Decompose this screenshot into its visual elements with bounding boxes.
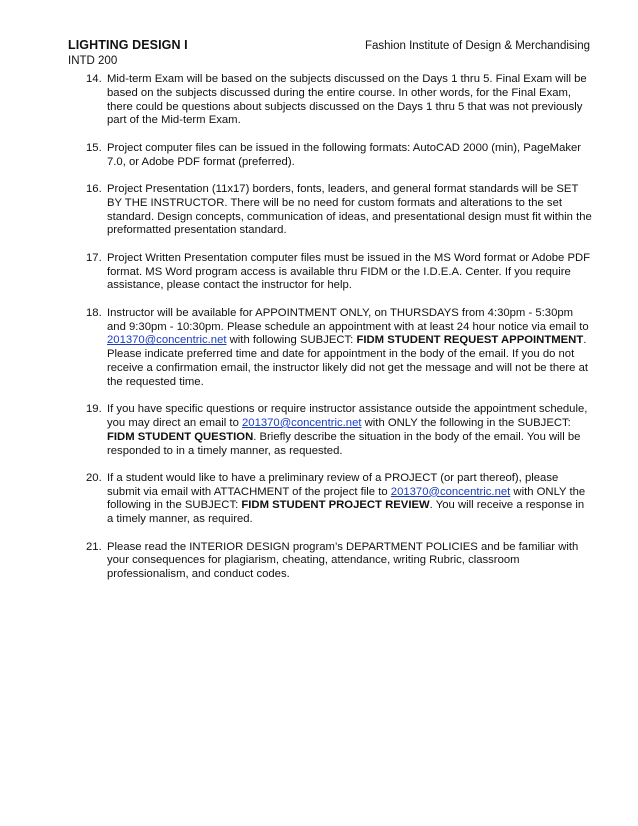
list-item [86,472,592,527]
list-item [86,541,592,582]
item-text [107,183,592,238]
item-number: 19. [86,403,102,416]
text-segment: with ONLY the following in the SUBJECT: [361,416,571,429]
text-segment: Please read the INTERIOR DESIGN program’s DEPARTMENT POLICIES and be familiar with your consequences for plagiarism, cheating, attendance, writing Rubric, classroom professionalism, and conduct codes. [107,540,579,581]
text-segment: with following SUBJECT: [226,334,357,347]
item-number: 21. [86,540,102,553]
list-item [86,142,592,170]
text-segment: Project Written Presentation computer files must be issued in the MS Word format or Adobe PDF format. MS Word program access is available thru FIDM or the I.D.E.A. Center. If you require assistance, please contact the instructor for help. [107,251,591,292]
text-segment: Project Presentation (11x17) borders, fonts, leaders, and general format standards will be SET BY THE INSTRUCTOR. There will be no need for custom formats and alterations to the set standard. Design concepts, communication of ideas, and presentational design must fit within the preformatted presentation standard. [107,182,592,237]
list-item [86,252,592,293]
item-text [107,142,592,170]
text-segment: . Please indicate preferred time and date for appointment in the body of the email. If you do not receive a confirmation email, the instructor likely did not get the message and will not be there at the requested time. [107,334,588,388]
item-number: 20. [86,471,102,484]
list-item [86,183,592,238]
item-text [107,73,592,128]
text-segment: If you have specific questions or require instructor assistance outside the appointment schedule, you may direct an email to [107,403,588,429]
list-item [86,73,592,128]
email-subject-line: FIDM STUDENT QUESTION [107,430,254,443]
item-number: 14. [86,73,102,85]
text-segment: . Briefly describe the situation in the body of the email. You will be responded to in a timely manner, as requested. [107,430,581,457]
institution-name: Fashion Institute of Design & Merchandising [364,40,590,52]
policy-list [86,73,592,596]
email-link[interactable]: 201370@concentric.net [107,334,227,347]
email-subject-line: FIDM STUDENT PROJECT REVIEW [241,499,430,512]
text-segment: Project computer files can be issued in the following formats: AutoCAD 2000 (min), PageMaker 7.0, or Adobe PDF format (preferred). [107,141,582,168]
text-segment: . You will receive a response in a timely manner, as required. [107,499,585,526]
email-link[interactable]: 201370@concentric.net [390,485,511,498]
text-segment: Instructor will be available for APPOINTMENT ONLY, on THURSDAYS from 4:30pm - 5:30pm and 9:30pm - 10:30pm. Please schedule an appointment with at least 24 hour notice via email to [107,306,589,333]
page-header [68,38,590,52]
item-number: 15. [86,141,102,154]
email-subject-line: FIDM STUDENT REQUEST APPOINTMENT [356,334,584,347]
item-text [107,307,592,390]
item-number: 16. [86,182,102,195]
text-segment: Mid-term Exam will be based on the subjects discussed on the Days 1 thru 5. Final Exam will be based on the subjects discussed during the entire course. In other words, for the Final Exam, there could be questions about subjects discussed on the Days 1 thru 5 that was not previously part of the Mid-term Exam. [107,73,587,127]
item-number: 17. [86,251,102,264]
item-text [107,472,592,527]
course-title: LIGHTING DESIGN I [68,38,188,52]
item-number: 18. [86,306,102,319]
item-text [107,403,592,458]
text-segment: If a student would like to have a preliminary review of a PROJECT (or part thereof), please submit via email with ATTACHMENT of the project file to [107,471,559,498]
list-item [86,307,592,390]
list-item [86,403,592,458]
item-text [107,252,592,293]
item-text [107,541,592,582]
email-link[interactable]: 201370@concentric.net [242,416,362,429]
text-segment: with ONLY the following in the SUBJECT: [107,485,586,512]
course-code: INTD 200 [68,55,118,67]
